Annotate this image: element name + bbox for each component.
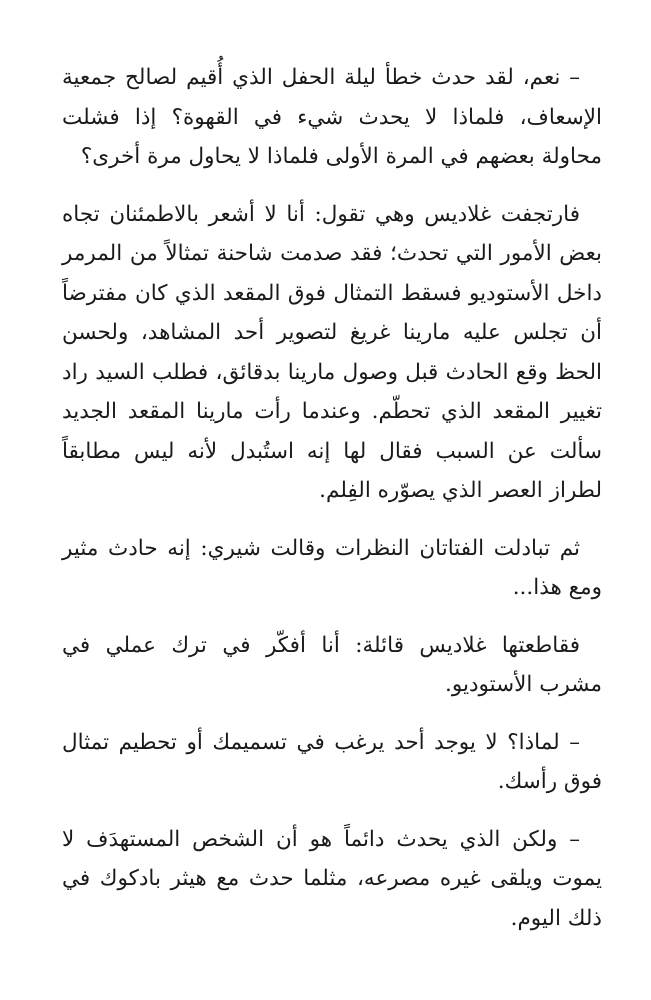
- paragraph-1: – نعم، لقد حدث خطأ ليلة الحفل الذي أُقيم لصالح جمعية الإسعاف، فلماذا لا يحدث شيء في القهوة؟ إذا فشلت محاولة بعضهم في المرة الأولى فلماذا لا يحاول مرة أخرى؟: [62, 65, 602, 169]
- paragraph-4: فقاطعتها غلاديس قائلة: أنا أفكّر في ترك عملي في مشرب الأستوديو.: [62, 632, 602, 697]
- paragraph-3: ثم تبادلت الفتاتان النظرات وقالت شيري: إنه حادث مثير ومع هذا...: [62, 535, 602, 600]
- paragraph-5: – لماذا؟ لا يوجد أحد يرغب في تسميمك أو تحطيم تمثال فوق رأسك.: [62, 729, 602, 794]
- paragraph-6: – ولكن الذي يحدث دائماً هو أن الشخص المستهدَف لا يموت ويلقى غيره مصرعه، مثلما حدث مع هيثر بادكوك في ذلك اليوم.: [62, 826, 602, 931]
- paragraph-2: فارتجفت غلاديس وهي تقول: أنا لا أشعر بالاطمئنان تجاه بعض الأمور التي تحدث؛ فقد صدمت شاحنة تمثالاً من المرمر داخل الأستوديو فسقط التمثال فوق المقعد الذي كان مفترضاً أن تجلس عليه مارينا غريغ لتصوير أحد المشاهد، ولحسن الحظ وقع الحادث قبل وصول مارينا بدقائق، فطلب السيد راد تغيير المقعد الذي تحطّم. وعندما رأت مارينا المقعد الجديد سألت عن السبب فقال لها إنه استُبدل لأنه ليس مطابقاً لطراز العصر الذي يصوّره الفِلم.: [62, 201, 602, 503]
- book-page: [62, 58, 602, 956]
